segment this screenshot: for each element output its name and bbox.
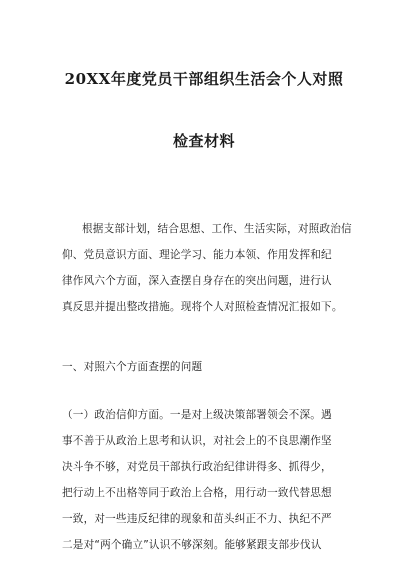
document-title-line1: 20XX年度党员干部组织生活会个人对照 [64,70,344,88]
section-body-line: 决斗争不够，对党员干部执行政治纪律讲得多、抓得少， [62,461,332,473]
section-body-line: 一致，对一些违反纪律的现象和苗头纠正不力、执纪不严 [62,513,332,525]
section-body-line: （一）政治信仰方面。一是对上级决策部署领会不深。遇 [62,409,332,421]
section-heading: 一、对照六个方面查摆的问题 [62,361,203,373]
document-title-line2: 检查材料 [172,132,235,150]
section-body-line: 把行动上不出格等同于政治上合格，用行动一致代替思想 [62,487,332,499]
intro-line: 仰、党员意识方面、理论学习、能力本领、作用发挥和纪 [62,249,332,261]
intro-line: 律作风六个方面，深入查摆自身存在的突出问题，进行认 [62,275,332,287]
section-body-line: 事不善于从政治上思考和认识，对社会上的不良思潮作坚 [62,435,332,447]
section-body-line: 二是对“两个确立”认识不够深刻。能够紧跟支部步伐认 [62,539,322,551]
intro-line: 真反思并提出整改措施。现将个人对照检查情况汇报如下。 [62,301,343,313]
intro-line: 根据支部计划，结合思想、工作、生活实际，对照政治信 [82,223,352,235]
